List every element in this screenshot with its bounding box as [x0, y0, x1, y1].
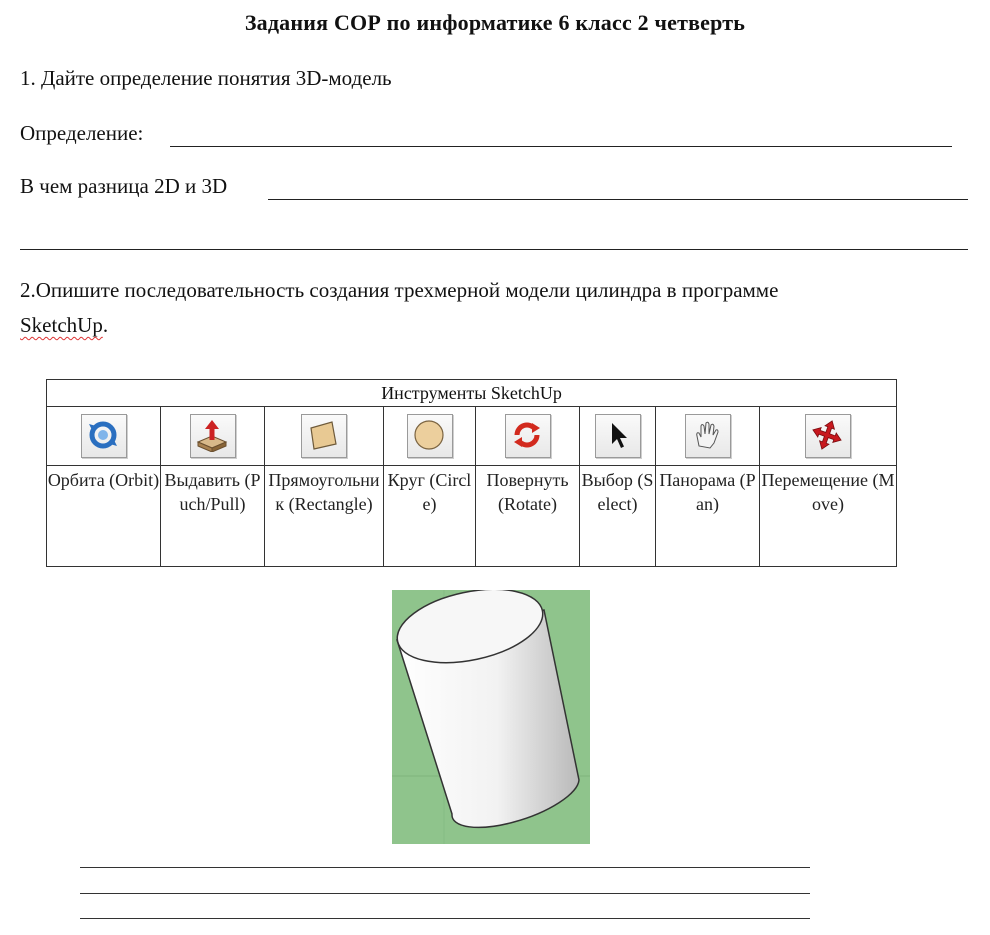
definition-label: Определение: — [20, 121, 144, 145]
tool-label-circle: Круг (Circle) — [384, 466, 476, 567]
rotate-icon — [505, 414, 551, 458]
question-2-period: . — [102, 313, 109, 337]
question-2-continued — [20, 313, 108, 338]
tool-label-pan: Панорама (Pan) — [656, 466, 760, 567]
question-1: 1. Дайте определение понятия 3D-модель — [20, 66, 392, 90]
tool-icon-cell-rotate — [476, 407, 580, 466]
answer-line-1 — [80, 867, 810, 868]
rectangle-icon — [301, 414, 347, 458]
pan-hand-icon — [685, 414, 731, 458]
tool-label-push-pull: Выдавить (Puch/Pull) — [161, 466, 265, 567]
tool-label-rectangle: Прямоугольник (Rectangle) — [265, 466, 384, 567]
page-title: Задания СОР по информатике 6 класс 2 четверть — [244, 10, 746, 35]
tool-label-move: Перемещение (Move) — [760, 466, 897, 567]
tool-icon-cell-move — [760, 407, 897, 466]
tool-icon-cell-rectangle — [265, 407, 384, 466]
tools-table-header: Инструменты SketchUp — [47, 380, 897, 407]
sketchup-word: SketchUp — [20, 313, 103, 337]
definition-answer-line — [170, 146, 952, 147]
difference-answer-line — [268, 199, 968, 200]
push-pull-icon — [190, 414, 236, 458]
circle-icon — [407, 414, 453, 458]
tool-icon-cell-push-pull — [161, 407, 265, 466]
tool-label-rotate: Повернуть (Rotate) — [476, 466, 580, 567]
move-icon — [805, 414, 851, 458]
tool-label-orbit: Орбита (Orbit) — [47, 466, 161, 567]
tool-icon-cell-select — [580, 407, 656, 466]
difference-label: В чем разница 2D и 3D — [20, 174, 228, 198]
tool-icon-cell-pan — [656, 407, 760, 466]
sketchup-tools-table — [46, 379, 897, 567]
answer-line-2 — [80, 893, 810, 894]
tool-icon-cell-orbit — [47, 407, 161, 466]
cylinder-model-image — [392, 590, 590, 844]
tool-icon-cell-circle — [384, 407, 476, 466]
select-arrow-icon — [595, 414, 641, 458]
answer-line-3 — [80, 918, 810, 919]
difference-answer-line-2 — [20, 249, 968, 250]
orbit-icon — [81, 414, 127, 458]
tool-label-select: Выбор (Select) — [580, 466, 656, 567]
question-2: 2.Опишите последовательность создания трехмерной модели цилиндра в программе — [20, 278, 779, 302]
